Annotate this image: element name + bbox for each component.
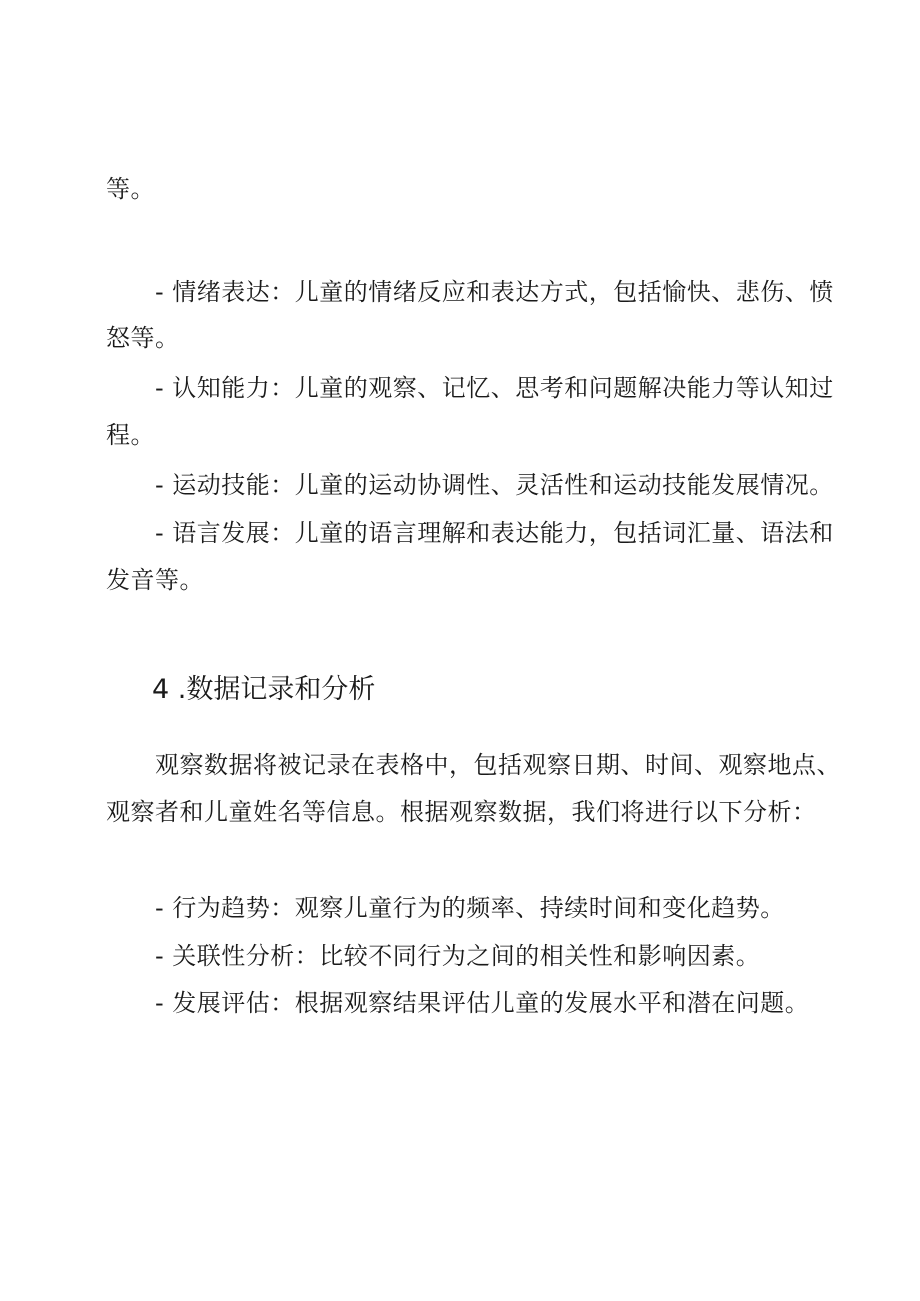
item-cognition-line1: - 认知能力：儿童的观察、记忆、思考和问题解决能力等认知过 [155, 374, 834, 402]
item-emotion-line2: 怒等。 [106, 324, 180, 352]
item-correlation: - 关联性分析：比较不同行为之间的相关性和影响因素。 [155, 942, 761, 970]
item-language-line2: 发音等。 [106, 566, 204, 594]
section4-heading: 4 .数据记录和分析 [152, 674, 376, 705]
item-trend: - 行为趋势：观察儿童行为的频率、持续时间和变化趋势。 [155, 894, 785, 922]
section4-paragraph-line1: 观察数据将被记录在表格中，包括观察日期、时间、观察地点、 [155, 751, 841, 779]
intro-tail-text: 等。 [106, 175, 155, 203]
item-cognition-line2: 程。 [106, 421, 155, 449]
item-language-line1: - 语言发展：儿童的语言理解和表达能力，包括词汇量、语法和 [155, 519, 834, 547]
item-motor-line1: - 运动技能：儿童的运动协调性、灵活性和运动技能发展情况。 [155, 471, 834, 499]
item-emotion-line1: - 情绪表达：儿童的情绪反应和表达方式，包括愉快、悲伤、愤 [155, 278, 834, 306]
section4-paragraph-line2: 观察者和儿童姓名等信息。根据观察数据，我们将进行以下分析： [106, 798, 817, 826]
item-assessment: - 发展评估：根据观察结果评估儿童的发展水平和潜在问题。 [155, 989, 810, 1017]
